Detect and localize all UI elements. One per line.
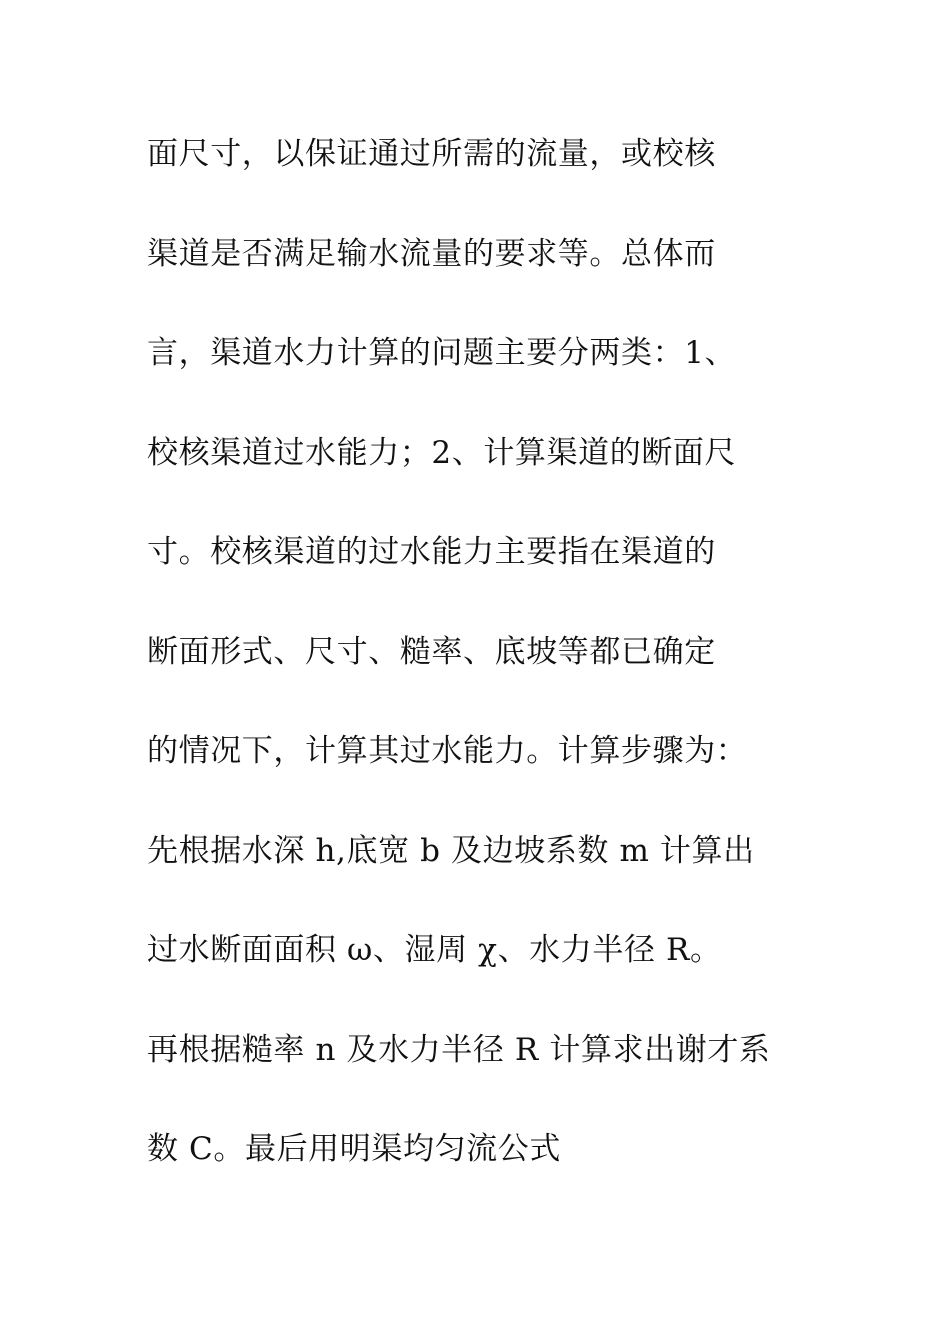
- text-line-5: 寸。校核渠道的过水能力主要指在渠道的: [147, 534, 716, 570]
- text-line-11: 数 C。最后用明渠均匀流公式: [147, 1131, 561, 1167]
- text-line-3: 言，渠道水力计算的问题主要分两类：1、: [147, 335, 737, 371]
- body-text: [147, 124, 847, 1219]
- text-line-9: 过水断面面积 ω、湿周 χ、水力半径 R。: [147, 932, 722, 968]
- text-line-10: 再根据糙率 n 及水力半径 R 计算求出谢才系: [147, 1031, 771, 1068]
- text-line-6: 断面形式、尺寸、糙率、底坡等都已确定: [147, 633, 716, 670]
- text-line-7: 的情况下，计算其过水能力。计算步骤为：: [147, 733, 748, 769]
- text-line-2: 渠道是否满足输水流量的要求等。总体而: [147, 235, 716, 272]
- text-line-1: 面尺寸，以保证通过所需的流量，或校核: [147, 136, 716, 172]
- text-line-8: 先根据水深 h,底宽 b 及边坡系数 m 计算出: [147, 832, 755, 869]
- text-line-4: 校核渠道过水能力；2、计算渠道的断面尺: [147, 434, 737, 471]
